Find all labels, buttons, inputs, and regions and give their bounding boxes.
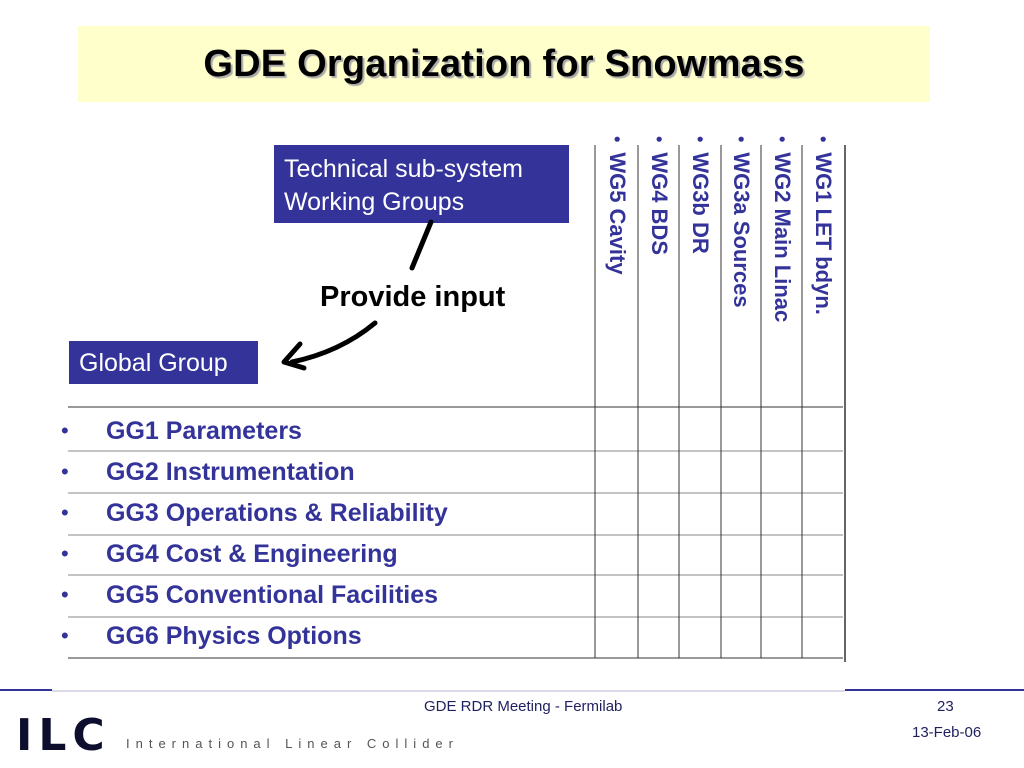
ilc-logo: ILC (16, 710, 111, 761)
tech-box-line1: Technical sub-system (284, 155, 523, 183)
gg-label: GG6 Physics Options (106, 621, 362, 650)
wg-column-header: • WG4 BDS (647, 136, 672, 255)
wg-column-header: • WG5 Cavity (605, 136, 630, 275)
bullet-icon: • (61, 541, 69, 566)
gg-label: GG5 Conventional Facilities (106, 580, 439, 609)
list-item (57, 493, 448, 533)
page-title: GDE Organization for Snowmass (203, 42, 805, 85)
page-number: 23 (937, 698, 954, 715)
wg-label: WG3a Sources (729, 152, 754, 308)
global-group-box: Global Group (69, 341, 258, 384)
wg-label: WG1 LET bdyn. (811, 152, 836, 315)
wg-label: WG2 Main Linac (770, 152, 795, 323)
list-item (57, 575, 438, 615)
wg-column-header: • WG1 LET bdyn. (811, 136, 836, 315)
list-item (57, 411, 302, 451)
bullet-icon: • (61, 582, 69, 607)
footer-date: 13-Feb-06 (912, 724, 982, 741)
wg-column-header: • WG3a Sources (729, 136, 754, 308)
list-item (57, 616, 362, 656)
bullet-icon: • (61, 623, 69, 648)
gg-label: GG1 Parameters (106, 416, 302, 445)
list-item (57, 452, 355, 492)
gg-label: GG4 Cost & Engineering (106, 539, 398, 568)
bullet-icon: • (61, 459, 69, 484)
wg-label: WG4 BDS (647, 152, 672, 255)
gg-label: GG3 Operations & Reliability (106, 498, 448, 527)
wg-label: WG3b DR (688, 152, 713, 254)
wg-label: WG5 Cavity (605, 152, 630, 275)
provide-input-label: Provide input (320, 281, 506, 313)
wg-column-header: • WG3b DR (688, 136, 713, 254)
footer-meeting: GDE RDR Meeting - Fermilab (424, 698, 623, 715)
wg-column-header: • WG2 Main Linac (770, 136, 795, 323)
bullet-icon: • (61, 500, 69, 525)
gg-label: GG2 Instrumentation (106, 457, 355, 486)
ilc-logo-subtitle: International Linear Collider (126, 736, 459, 751)
bullet-icon: • (61, 418, 69, 443)
list-item (57, 534, 398, 574)
tech-box-line2: Working Groups (284, 188, 465, 216)
